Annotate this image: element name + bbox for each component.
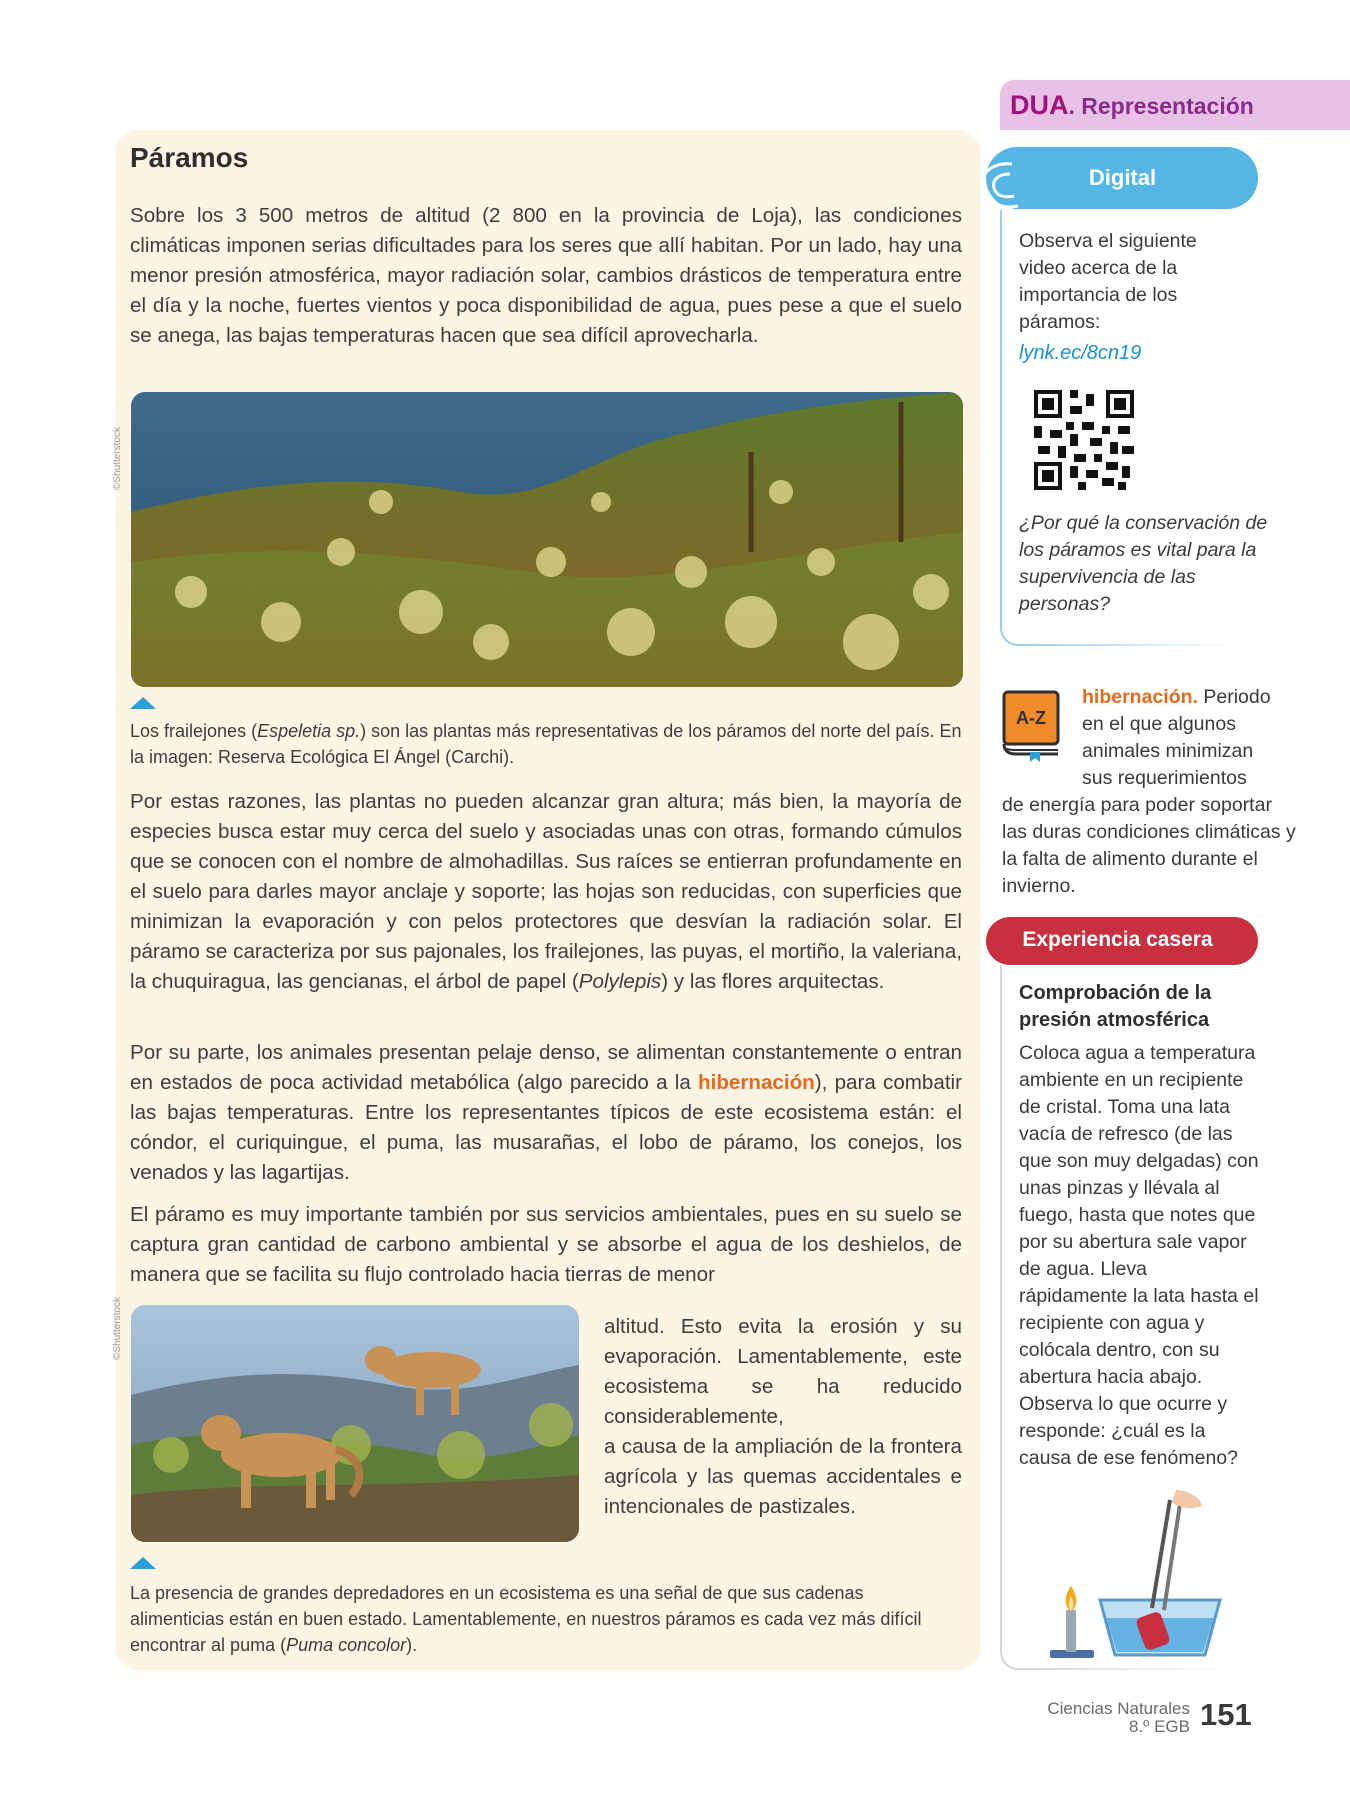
page-number: 151 bbox=[1200, 1697, 1252, 1732]
experience-instructions: Coloca agua a temperatura ambiente en un recipiente de cristal. Toma una lata vacía de refresco (de las que son muy delgadas) con unas pinzas y llévala al fuego, hasta que notes que por su abertura sale vapor de agua. Lleva rápidamente la lata hasta el recipiente con agua y colócala dentro, con su abertura hacia abajo. Observa lo que ocurre y responde: ¿cuál es la causa de ese fenómeno? bbox=[1019, 1042, 1259, 1469]
photo-credit: ©Shutterstock bbox=[112, 427, 123, 490]
digital-instructions: Observa el siguiente video acerca de la importancia de los páramos: bbox=[1019, 230, 1197, 333]
digital-label: Digital bbox=[1088, 165, 1157, 190]
plants-paragraph: Por estas razones, las plantas no pueden alcanzar gran altura; más bien, la mayoría de especies busca estar muy cerca del suelo y asociadas unas con otras, formando cúmulos que se conocen con el nombre de almohadillas. Sus raíces se entierran profundamente en el suelo para darles mayor anclaje y soporte; las hojas son reducidas, con superficies que minimizan la evaporación y con pelos protectores que desvían la radiación solar. El páramo se caracteriza por sus pajonales, los frailejones, las puyas, el mortiño, la valeriana, la chuquiragua, las gencianas, el árbol de papel (Polylepis) y las flores arquitectas. bbox=[130, 790, 962, 993]
burner-and-bowl-illustration bbox=[1040, 1490, 1240, 1665]
puma-photo bbox=[131, 1305, 579, 1542]
animals-paragraph: Por su parte, los animales presentan pelaje denso, se alimentan constantemente o entran en estados de poca actividad metabólica (algo parecido a la hibernación), para combatir las bajas temperaturas. Entre los representantes típicos de este ecosistema están: el cóndor, el curiquingue, el puma, las musarañas, el lobo de páramo, los conejos, los venados y las lagartijas. bbox=[130, 1041, 962, 1184]
video-link[interactable]: lynk.ec/8cn19 bbox=[1019, 342, 1142, 364]
services-paragraph: El páramo es muy importante también por sus servicios ambientales, pues en su suelo se captura gran cantidad de carbono ambiental y se absorbe el agua de los deshielos, de manera que se facilita su flujo controlado hacia tierras de menor bbox=[130, 1203, 962, 1286]
experience-title: Comprobación de la presión atmosférica bbox=[1019, 982, 1212, 1031]
experience-frame-line bbox=[1020, 1668, 1240, 1670]
caption-marker-icon bbox=[130, 1557, 156, 1569]
intro-paragraph: Sobre los 3 500 metros de altitud (2 800 en la provincia de Loja), las condiciones climáticas imponen serias dificultades para los seres que allí habitan. Por un lado, hay una menor presión atmosférica, mayor radiación solar, cambios drásticos de temperatura entre el día y la noche, fuertes vientos y poca disponibilidad de agua, pues pese a que el suelo se anega, las bajas temperaturas hacen que sea difícil aprovecharla. bbox=[130, 204, 962, 347]
dua-header: DUA. Representación bbox=[1010, 90, 1254, 120]
footer-subject: Ciencias Naturales 8.º EGB bbox=[1047, 1699, 1190, 1736]
photo-caption-puma: La presencia de grandes depredadores en un ecosistema es una señal de que sus cadenas alimenticias están en buen estado. Lamentablemente, en nuestros páramos es cada vez más difícil encontrar al puma (Puma concolor). bbox=[130, 1583, 922, 1655]
section-title: Páramos bbox=[130, 142, 249, 173]
qr-code-icon[interactable] bbox=[1034, 390, 1134, 490]
hibernacion-glossary-link[interactable]: hibernación bbox=[698, 1071, 815, 1094]
digital-frame-line bbox=[1020, 644, 1240, 646]
reduction-paragraph: altitud. Esto evita la erosión y su evaporación. Lamentablemente, este ecosistema se ha reducido considerablemente, a causa de la ampliación de la frontera agrícola y las quemas accidentales e intencionales de pastizales. bbox=[604, 1315, 962, 1518]
glossary-book-icon bbox=[1000, 690, 1062, 762]
experience-frame bbox=[1000, 965, 1020, 1670]
frailejones-photo bbox=[131, 392, 963, 687]
photo-caption-frailejones: Los frailejones (Espeletia sp.) son las plantas más representativas de los páramos del norte del país. En la imagen: Reserva Ecológica El Ángel (Carchi). bbox=[130, 721, 962, 767]
glossary-entry: hibernación. Periodo en el que algunos animales minimizan sus requerimientos bbox=[1082, 686, 1271, 789]
experience-label: Experiencia casera bbox=[1022, 928, 1213, 951]
photo-credit: ©Shutterstock bbox=[112, 1297, 123, 1360]
digital-question: ¿Por qué la conservación de los páramos es vital para la supervivencia de las personas? bbox=[1019, 512, 1268, 615]
caption-marker-icon bbox=[130, 697, 156, 709]
digital-frame bbox=[1000, 210, 1020, 646]
glossary-entry-continued: de energía para poder soportar las duras condiciones climáticas y la falta de alimento durante el invierno. bbox=[1002, 794, 1296, 897]
glossary-icon-label: A-Z bbox=[1016, 708, 1046, 728]
